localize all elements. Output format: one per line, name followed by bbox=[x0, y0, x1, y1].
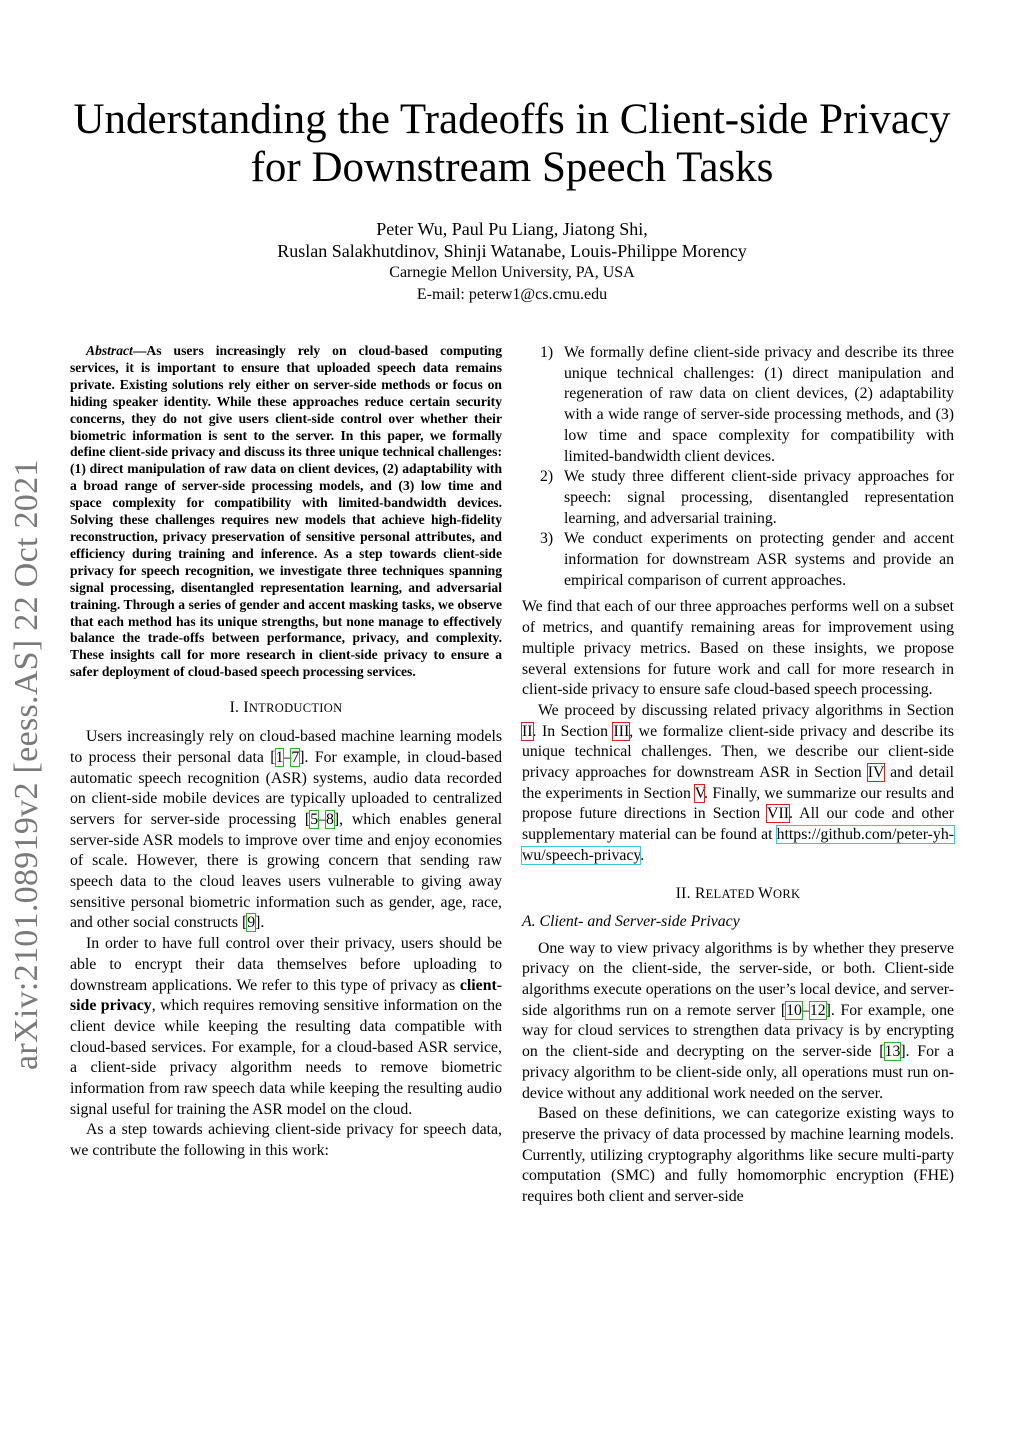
list-item bbox=[522, 467, 954, 529]
bold-term: client-side privacy bbox=[70, 976, 502, 1015]
section-rest: ORK bbox=[773, 886, 801, 901]
list-number: 3) bbox=[540, 530, 554, 548]
text-run: . bbox=[640, 846, 645, 864]
outline-paragraph bbox=[522, 701, 954, 867]
affiliation: Carnegie Mellon University, PA, USA bbox=[389, 264, 635, 281]
contribution-list bbox=[522, 343, 954, 591]
citation-link[interactable]: 13 bbox=[884, 1043, 901, 1061]
author-line-1: Peter Wu, Paul Pu Liang, Jiatong Shi, bbox=[376, 219, 648, 239]
author-block bbox=[60, 218, 964, 306]
list-text: We formally define client-side privacy and describe its three unique technical challenges: (1) direct manipulation and regeneration of raw data on client devices, (2) adaptability with a wide range of server-side processing methods, and (3) low time and space complexity for compatibility with limited-bandwidth client devices. bbox=[564, 344, 954, 465]
code-url-link[interactable]: https://github.com/peter-yh-wu/speech-privacy bbox=[522, 826, 954, 864]
list-number: 1) bbox=[540, 344, 554, 361]
section-cap: I bbox=[243, 699, 249, 717]
text-run: ]. For example, one way for cloud services to strengthen data privacy is by encrypting on the client-side and decrypting on the server-side [ bbox=[522, 1001, 954, 1061]
section-rest: ELATED bbox=[705, 886, 759, 901]
section-link[interactable]: V bbox=[694, 784, 705, 802]
list-number: 2) bbox=[540, 468, 554, 486]
citation-link[interactable]: 9 bbox=[247, 914, 256, 932]
text-run: , which requires removing sensitive information on the client device while keeping the resulting data compatible with cloud-based services. For example, for a cloud-based ASR service, a client-side privacy algorithm needs to remove biometric information from raw speech data while keeping the resulting audio signal useful for training the ASR model on the cloud. bbox=[70, 997, 502, 1118]
list-text: We study three different client-side privacy approaches for speech: signal processing, disentangled representation learning, and adversarial training. bbox=[564, 468, 954, 527]
text-run: One way to view privacy algorithms is by whether they preserve privacy on the client-side, the server-side, or both. Client-side algorithms execute operations on the user’s local device, and server-side algorithms run on a remote server [ bbox=[522, 939, 954, 1019]
section-heading-introduction bbox=[70, 699, 502, 717]
text-run: ]. For example, in cloud-based automatic speech recognition (ASR) systems, audio data recorded on client-side mobile devices are typically uploaded to centralized servers for server-side processing [ bbox=[70, 748, 502, 828]
list-item bbox=[522, 529, 954, 591]
findings-paragraph: We find that each of our three approaches performs well on a subset of metrics, and quantify remaining areas for improvement using multiple privacy metrics. Based on these insights, we propose several extensions for future work and call for more research in client-side privacy to ensure safe cloud-based speech processing. bbox=[522, 598, 954, 699]
section-heading-related-work bbox=[522, 885, 954, 903]
text-run: , we formalize client-side privacy and describe its unique technical challenges. Then, we describe our client-side privacy approaches for downstream ASR in Section bbox=[522, 722, 954, 782]
intro-paragraph-1 bbox=[70, 727, 502, 934]
text-run: – bbox=[283, 748, 292, 766]
citation-link[interactable]: 10 bbox=[786, 1001, 802, 1019]
paper-title bbox=[60, 96, 964, 192]
text-run: In order to have full control over their privacy, users should be able to encrypt their data themselves before uploading to downstream applications. We refer to this type of privacy as bbox=[70, 935, 502, 994]
section-number: I. bbox=[229, 699, 244, 717]
text-run: – bbox=[318, 810, 326, 828]
text-run: and detail the experiments in Section bbox=[522, 764, 955, 802]
email: E-mail: peterw1@cs.cmu.edu bbox=[416, 286, 608, 303]
abstract-lead: Abstract bbox=[86, 343, 133, 358]
intro-paragraph-2 bbox=[70, 934, 502, 1120]
section-cap: R bbox=[694, 884, 706, 902]
section-cap: W bbox=[758, 884, 773, 902]
section-link[interactable]: II bbox=[522, 722, 533, 740]
list-item bbox=[522, 343, 954, 467]
intro-paragraph-3: As a step towards achieving client-side privacy for speech data, we contribute the following in this work: bbox=[70, 1121, 502, 1160]
citation-link[interactable]: 5 bbox=[310, 810, 319, 828]
text-run: ]. bbox=[255, 914, 265, 932]
abstract bbox=[70, 343, 502, 681]
section-link[interactable]: VII bbox=[767, 805, 789, 823]
text-run: We proceed by discussing related privacy algorithms in Section bbox=[538, 701, 954, 719]
arxiv-side-stamp: arXiv:2101.08919v2 [eess.AS] 22 Oct 2021 bbox=[8, 459, 45, 1070]
left-column bbox=[70, 343, 502, 1162]
text-run: ]. For a privacy algorithm to be client-side only, all operations must run on-device without any additional work needed on the server. bbox=[522, 1043, 954, 1102]
text-run: . All our code and other supplementary material can be found at bbox=[522, 805, 954, 844]
citation-link[interactable]: 1 bbox=[275, 748, 284, 766]
section-rest: NTRODUCTION bbox=[248, 701, 343, 716]
related-paragraph-1 bbox=[522, 939, 954, 1105]
citation-link[interactable]: 12 bbox=[809, 1001, 826, 1019]
abstract-text: —As users increasingly rely on cloud-based computing services, it is important to ensure that uploaded speech data remains private. Existing solutions rely either on server-side methods or focus on hiding speaker identity. While these approaches reduce certain security concerns, they do not give users client-side control over whether their biometric information is sent to the server. In this paper, we formally define client-side privacy and discuss its three unique technical challenges: (1) direct manipulation of raw data on client devices, (2) adaptability with a broad range of server-side processing models, and (3) low time and space complexity for compatibility with limited-bandwidth devices. Solving these challenges requires new models that achieve high-fidelity reconstruction, privacy preservation of sensitive personal attributes, and efficiency during training and inference. As a step towards client-side privacy for speech recognition, we investigate three techniques spanning signal processing, disentangled representation learning, and adversarial training. Through a series of gender and accent masking tasks, we observe that each method has its unique strengths, but none manage to effectively balance the trade-offs between performance, privacy, and complexity. These insights call for more research in client-side privacy to ensure a safer deployment of cloud-based speech processing services. bbox=[70, 343, 502, 680]
title-line-2: for Downstream Speech Tasks bbox=[250, 144, 774, 191]
title-line-1: Understanding the Tradeoffs in Client-side Privacy bbox=[73, 96, 951, 143]
section-number: II. bbox=[675, 884, 695, 902]
subsection-heading: A. Client- and Server-side Privacy bbox=[522, 912, 740, 930]
text-run: – bbox=[801, 1001, 810, 1019]
text-run: . In Section bbox=[532, 722, 614, 740]
citation-link[interactable]: 7 bbox=[291, 748, 300, 766]
text-run: . Finally, we summarize our results and propose future directions in Section bbox=[522, 784, 954, 823]
right-column bbox=[522, 343, 954, 1208]
section-link[interactable]: III bbox=[613, 722, 630, 740]
text-run: Users increasingly rely on cloud-based machine learning models to process their personal data [ bbox=[70, 728, 502, 766]
section-link[interactable]: IV bbox=[867, 764, 885, 782]
citation-link[interactable]: 8 bbox=[326, 810, 334, 828]
related-paragraph-2: Based on these definitions, we can categorize existing ways to preserve the privacy of data processed by machine learning models. Currently, utilizing cryptography algorithms like secure multi-party computation (SMC) and fully homomorphic encryption (FHE) requires both client and server-side bbox=[522, 1105, 954, 1206]
text-run: ], which enables general server-side ASR models to improve over time and enjoy economies of scale. However, there is growing concern that sending raw speech data to the cloud leaves users vulnerable to giving away sensitive personal biometric information such as gender, age, race, and other social constructs [ bbox=[70, 810, 502, 932]
list-text: We conduct experiments on protecting gender and accent information for downstream ASR systems and provide an empirical comparison of current approaches. bbox=[564, 530, 954, 589]
author-line-2: Ruslan Salakhutdinov, Shinji Watanabe, Louis-Philippe Morency bbox=[277, 241, 747, 261]
